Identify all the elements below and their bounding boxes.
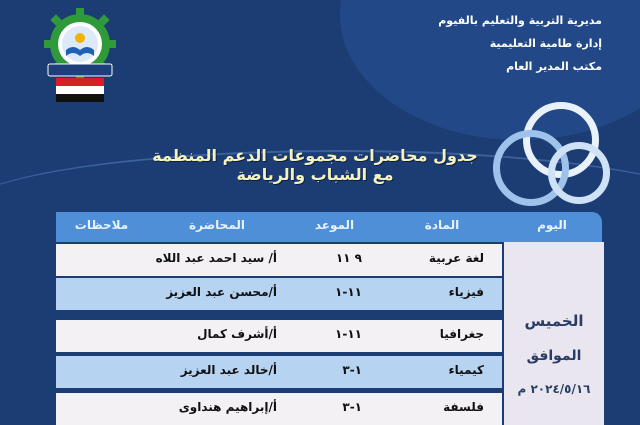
lecture-schedule-table <box>56 212 602 425</box>
time-cell: ٩ ١١ <box>335 251 362 265</box>
time-cell: ١-٣ <box>342 363 362 377</box>
time-cell: ١١-١ <box>335 327 362 341</box>
page-title: جدول محاضرات مجموعات الدعم المنظمة مع الشباب والرياضة <box>152 146 478 184</box>
header-notes: ملاحظات <box>74 218 129 232</box>
time-cell: ١١-١ <box>335 285 362 299</box>
table-row <box>56 320 502 354</box>
table-row <box>56 393 502 425</box>
time-cell: ١-٣ <box>342 400 362 414</box>
header-time: الموعد <box>314 218 355 232</box>
header-lecturer: المحاضرة <box>189 218 245 232</box>
day-name: الخميس <box>524 312 584 330</box>
lecturer-cell: أ/أشرف كمال <box>197 327 277 341</box>
table-header-row <box>56 212 602 242</box>
education-logo <box>30 6 130 106</box>
subject-cell: لغة عربية <box>428 251 484 265</box>
lecturer-cell: أ/ سيد احمد عبد اللاه <box>155 251 277 265</box>
subject-cell: فيزياء <box>448 285 484 299</box>
subject-cell: فلسفة <box>443 400 484 414</box>
directorate-name: مديرية التربية والتعليم بالفيوم <box>438 14 602 27</box>
table-row <box>56 278 502 312</box>
lecturer-cell: أ/إبراهيم هنداوى <box>178 400 277 414</box>
directorate-header <box>382 14 602 83</box>
lecturer-cell: أ/محسن عبد العزيز <box>166 285 277 299</box>
administration-name: إدارة طامية التعليمية <box>489 37 602 50</box>
office-name: مكتب المدير العام <box>506 60 602 73</box>
header-subject: المادة <box>424 218 460 232</box>
day-corresponding: الموافق <box>526 348 582 364</box>
decorative-rings-icon <box>493 102 618 212</box>
table-row <box>56 356 502 390</box>
lecturer-cell: أ/خالد عبد العزيز <box>180 363 277 377</box>
day-cell <box>502 242 604 425</box>
table-row <box>56 244 502 278</box>
day-date: ٢٠٢٤/٥/١٦ م <box>517 382 591 396</box>
subject-cell: كيمياء <box>448 363 484 377</box>
subject-cell: جغرافيا <box>439 327 484 341</box>
header-day: اليوم <box>537 218 567 232</box>
